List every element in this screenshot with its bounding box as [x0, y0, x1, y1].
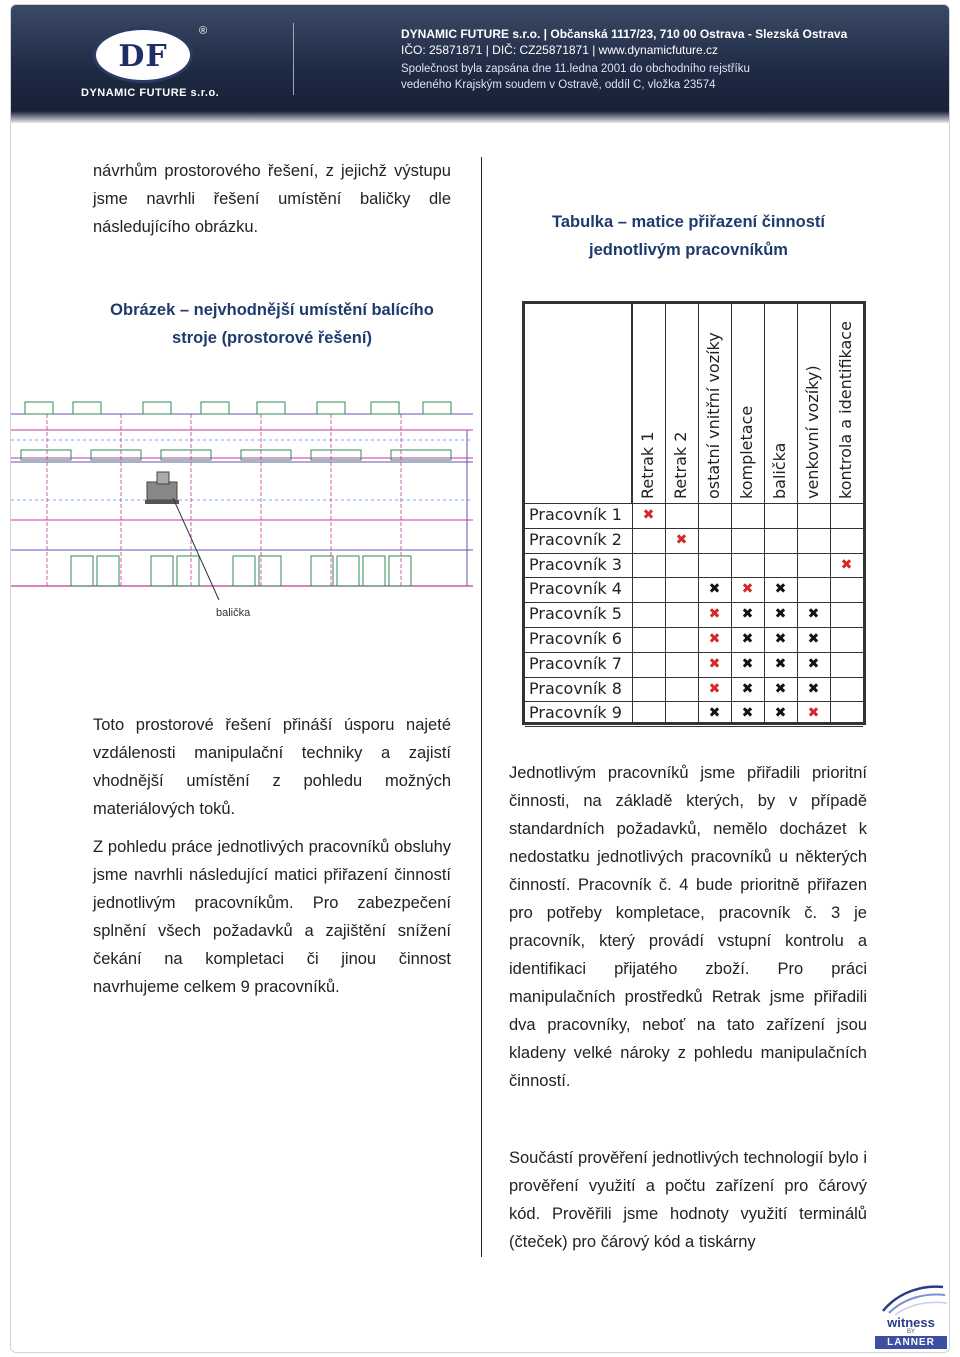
registered-mark: ®	[199, 25, 208, 37]
matrix-corner-cell	[525, 304, 632, 503]
matrix-mark: ✖	[840, 556, 853, 573]
header-ids: IČO: 25871871 | DIČ: CZ25871871 | www.dynamicfuture.cz	[401, 43, 719, 57]
matrix-column-header: venkovní vozíky)	[802, 365, 822, 499]
header-registration-2: vedeného Krajským soudem v Ostravě, oddíl C, vložka 23574	[401, 79, 716, 91]
matrix-mark: ✖	[774, 581, 787, 598]
logo-initials: DF	[118, 39, 168, 74]
matrix-row-label: Pracovník 2	[529, 529, 622, 549]
right-paragraph-1: Jednotlivým pracovníků jsme přiřadili prioritní činnosti, na základě kterých, by v případě standardních požadavků, nemělo docházet k nedostatku jednotlivých pracovníků u některých činností. Pracovník č. 4 bude prioritně přiřazen pro potřeby kompletace, pracovník č. 3 je pracovník, který provádí vstupní kontrolu a identifikaci přijatého zboží. Pro práci manipulačních prostředků Retrak jsme přiřadili dva pracovníky, neboť na tato zařízení jsou kladeny velké nároky z pohledu manipulačních činností.	[509, 764, 867, 1090]
matrix-grid-line	[830, 304, 831, 722]
matrix-mark: ✖	[708, 655, 721, 672]
matrix-column-header: Retrak 2	[670, 431, 690, 499]
matrix-column-header: kontrola a identifikace	[835, 321, 855, 499]
witness-text: witness	[887, 1315, 935, 1330]
left-paragraph-2: Z pohledu práce jednotlivých pracovníků obsluhy jsme navrhli následující matici přiřazení činností jednotlivým pracovníkům. Pro zabezpečení splnění všech požadavků a zajištění snížení čekání na kompletaci či jinou činnost navrhujeme celkem 9 pracovníků.	[93, 838, 451, 996]
table-caption: Tabulka – matice přiřazení činností jednotlivým pracovníkům	[552, 213, 825, 259]
matrix-mark: ✖	[774, 606, 787, 623]
matrix-mark: ✖	[807, 631, 820, 647]
matrix-row-label: Pracovník 8	[529, 678, 622, 698]
matrix-mark: ✖	[741, 581, 754, 598]
matrix-mark: ✖	[807, 655, 820, 672]
company-logo	[93, 27, 193, 83]
header-divider	[293, 23, 294, 95]
matrix-row-label: Pracovník 3	[529, 554, 622, 574]
plan-label-balicka: balička	[216, 607, 251, 619]
letterhead	[11, 5, 950, 123]
lanner-text: LANNER	[875, 1336, 947, 1349]
right-paragraph-2: Součástí prověření jednotlivých technologií bylo i prověření využití a počtu zařízení pro čárový kód. Prověřili jsme hodnoty využití terminálů (čteček) pro čárový kód a tiskárny	[509, 1149, 867, 1251]
matrix-mark: ✖	[774, 705, 787, 722]
matrix-mark: ✖	[774, 680, 787, 697]
matrix-row-label: Pracovník 4	[529, 579, 622, 599]
matrix-mark: ✖	[675, 531, 688, 548]
header-registration-1: Společnost byla zapsána dne 11.ledna 2001 do obchodního rejstříku	[401, 63, 750, 75]
matrix-column-header: balička	[769, 442, 789, 499]
header-address: DYNAMIC FUTURE s.r.o. | Občanská 1117/23, 710 00 Ostrava - Slezská Ostrava	[401, 27, 848, 41]
column-divider	[481, 157, 482, 1257]
assignment-matrix	[522, 301, 866, 725]
matrix-mark: ✖	[807, 606, 820, 623]
matrix-row-label: Pracovník 9	[529, 703, 622, 723]
matrix-column-header: ostatní vnitřní vozíky	[703, 332, 723, 499]
matrix-mark: ✖	[774, 655, 787, 672]
matrix-mark: ✖	[741, 606, 754, 623]
figure-caption: Obrázek – nejvhodnější umístění balícího stroje (prostorové řešení)	[110, 301, 434, 347]
matrix-mark: ✖	[708, 631, 721, 647]
matrix-mark: ✖	[642, 507, 655, 523]
matrix-mark: ✖	[807, 705, 820, 722]
witness-lanner-logo	[869, 1281, 950, 1351]
matrix-row-label: Pracovník 7	[529, 653, 622, 673]
matrix-grid-line	[863, 304, 864, 722]
matrix-mark: ✖	[741, 631, 754, 647]
matrix-grid-line	[525, 726, 863, 727]
matrix-mark: ✖	[774, 631, 787, 647]
left-paragraph-1: Toto prostorové řešení přináší úsporu najeté vzdálenosti manipulační techniky a zajistí vhodnější umístění z pohledu možných materiálových toků.	[93, 716, 451, 818]
by-text: BY	[906, 1329, 915, 1335]
document-page	[10, 4, 950, 1353]
matrix-grid-line	[665, 304, 666, 722]
matrix-mark: ✖	[708, 705, 721, 722]
matrix-mark: ✖	[807, 680, 820, 697]
matrix-column-header: kompletace	[736, 405, 756, 499]
matrix-mark: ✖	[708, 680, 721, 697]
matrix-mark: ✖	[741, 680, 754, 697]
matrix-mark: ✖	[741, 655, 754, 672]
swoosh-icon	[869, 1281, 950, 1317]
matrix-row-label: Pracovník 1	[529, 505, 622, 524]
matrix-mark: ✖	[708, 606, 721, 623]
floor-plan-figure	[11, 400, 473, 620]
left-intro-paragraph: návrhům prostorového řešení, z jejichž výstupu jsme navrhli řešení umístění baličky dle následujícího obrázku.	[93, 162, 451, 236]
matrix-mark: ✖	[708, 581, 721, 598]
matrix-mark: ✖	[741, 705, 754, 722]
matrix-row-label: Pracovník 6	[529, 629, 622, 648]
logo-company-name: DYNAMIC FUTURE s.r.o.	[81, 87, 220, 99]
matrix-row-label: Pracovník 5	[529, 604, 622, 624]
matrix-column-header: Retrak 1	[637, 431, 657, 499]
